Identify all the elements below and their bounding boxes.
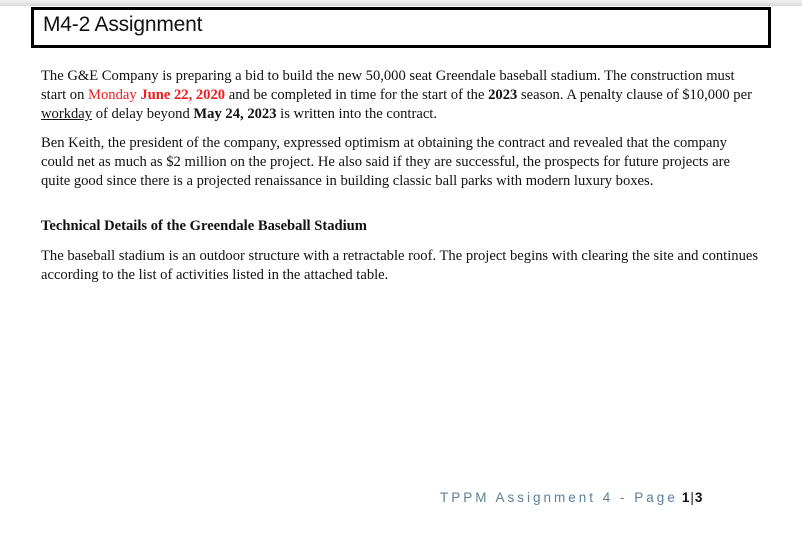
- start-date: June 22, 2020: [140, 87, 226, 103]
- paragraph-intro-text-2: and be completed in time for the start of the: [225, 87, 489, 103]
- footer-label: TPPM Assignment 4 - Page: [440, 490, 678, 505]
- section-heading: Technical Details of the Greendale Baseball Stadium: [41, 218, 367, 234]
- paragraph-intro-text-5: is written into the contract.: [276, 106, 438, 122]
- deadline-date: May 24, 2023: [193, 106, 277, 122]
- page-footer: [440, 490, 702, 505]
- footer-page-number: 1: [681, 490, 690, 505]
- footer-total-pages: 3: [694, 490, 703, 505]
- paragraph-president: Ben Keith, the president of the company, expressed optimism at obtaining the contract and revealed that the company could net as much as $2 million on the project. He also said if they are successful, the prospects for future projects are quite good since there is a projected renaissance in building classic ball parks with modern luxury boxes.: [41, 135, 730, 189]
- workday-term: workday: [41, 106, 93, 122]
- page-title: M4-2 Assignment: [43, 13, 203, 36]
- season-year: 2023: [488, 87, 518, 103]
- footer-separator: |: [690, 490, 694, 505]
- paragraph-intro: [41, 67, 761, 124]
- start-day: Monday: [88, 87, 137, 103]
- paragraph-intro-text-1: The G&E Company is preparing a bid to build the new 50,000 seat Greendale baseball stadium. The construction must start on: [41, 68, 735, 103]
- title-box: [31, 7, 771, 48]
- paragraph-technical: The baseball stadium is an outdoor structure with a retractable roof. The project begins with clearing the site and continues according to the list of activities listed in the attached table.: [41, 248, 759, 283]
- paragraph-intro-text-3: season. A penalty clause of $10,000 per: [517, 87, 752, 103]
- paragraph-intro-text-4: of delay beyond: [92, 106, 194, 122]
- top-rule-divider: [0, 0, 802, 6]
